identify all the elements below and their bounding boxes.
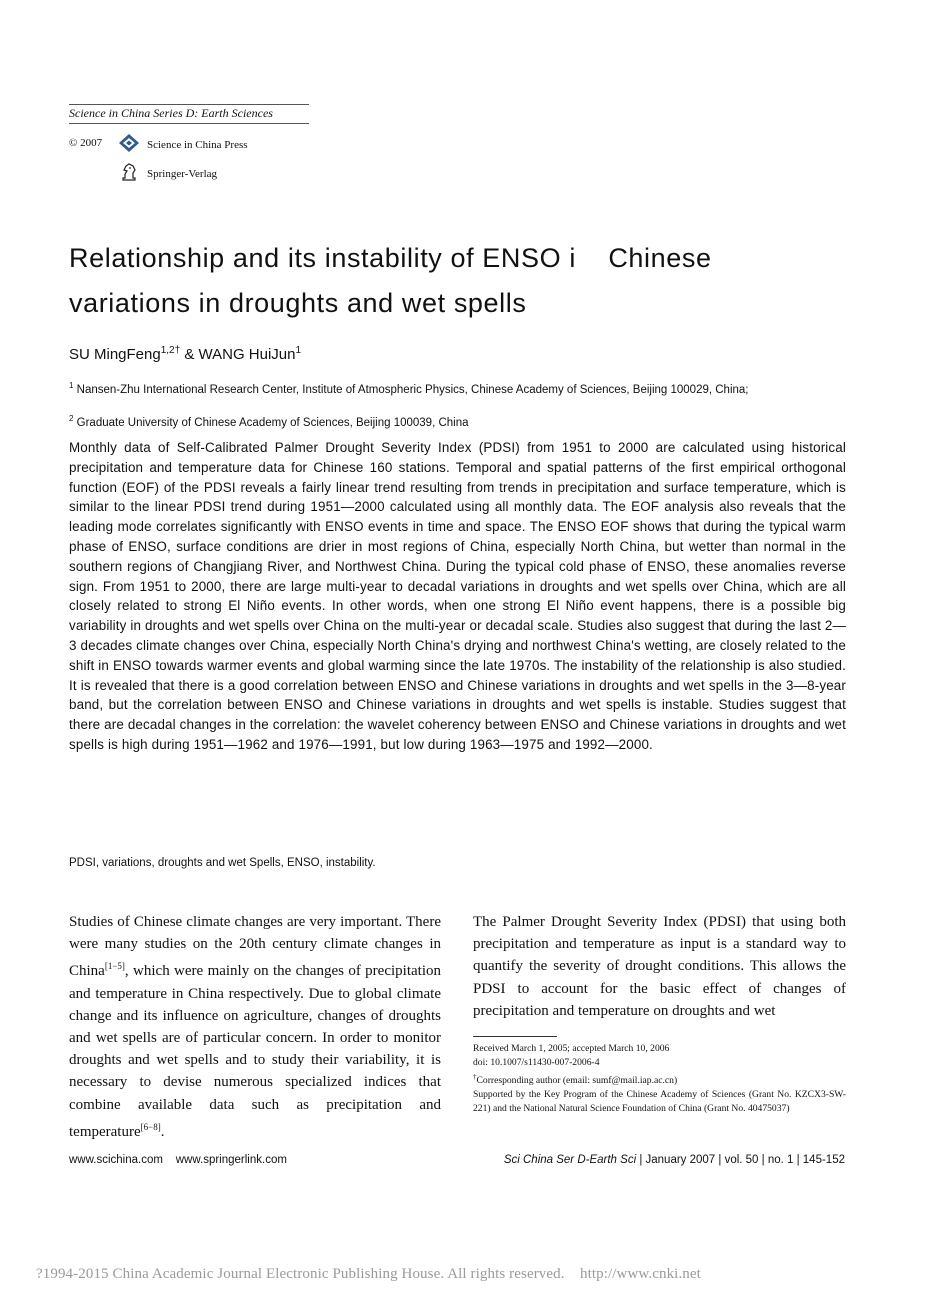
footer-urls xyxy=(69,1154,287,1166)
footer-url-scichina: www.scichina.com xyxy=(69,1154,163,1166)
footer-issue: | January 2007 | vol. 50 | no. 1 | 145-152 xyxy=(636,1154,845,1166)
footer-citation xyxy=(504,1154,845,1166)
affiliation-2-number: 2 xyxy=(69,414,74,423)
cnki-watermark: ?1994-2015 China Academic Journal Electronic Publishing House. All rights reserved. http://www.cnki.net xyxy=(36,1266,701,1282)
corresponding-author xyxy=(473,1070,846,1088)
author-separator: & xyxy=(180,346,199,363)
keywords: PDSI, variations, droughts and wet Spells, ENSO, instability. xyxy=(69,857,376,869)
funding-note: Supported by the Key Program of the Chinese Academy of Sciences (Grant No. KZCX3-SW-221) and the National Natural Science Foundation of China (Grant No. 40475037) xyxy=(473,1089,846,1115)
body-text: Studies of Chinese climate changes are very important. There were many studies on the 20th century climate changes in China xyxy=(69,914,441,980)
author-2-affiliation: 1 xyxy=(295,345,302,356)
corresponding-text: Corresponding author (email: sumf@mail.iap.ac.cn) xyxy=(476,1075,678,1087)
copyright: © 2007 xyxy=(69,137,103,149)
publisher2-label: Springer-Verlag xyxy=(147,167,218,180)
title-line-2: variations in droughts and wet spells xyxy=(69,288,527,318)
body-column-1 xyxy=(69,911,441,1143)
author-1: SU MingFeng xyxy=(69,346,161,363)
footnote-divider xyxy=(473,1036,557,1037)
affiliation-1 xyxy=(69,378,794,398)
diamond-logo-icon xyxy=(118,133,140,156)
title-line-1: Relationship and its instability of ENSO i Chinese xyxy=(69,243,712,273)
publisher1-label: Science in China Press xyxy=(147,138,248,151)
body-text: , which were mainly on the changes of precipitation and temperature in China respectively. Due to global climate change and its influence on agriculture, changes of droughts and wet spells are of particular concern. In order to monitor droughts and wet spells and to study their variability, it is necessary to devise numerous specialized indices that combine available data such as precipitation and temperature xyxy=(69,963,441,1140)
footnotes xyxy=(473,1042,846,1116)
affiliation-2 xyxy=(69,411,794,431)
affiliation-2-text: Graduate University of Chinese Academy of Sciences, Beijing 100039, China xyxy=(76,416,469,429)
author-2: WANG HuiJun xyxy=(198,346,296,363)
affiliation-1-number: 1 xyxy=(69,381,74,390)
dagger-mark: † xyxy=(473,1073,477,1081)
received-date: Received March 1, 2005; accepted March 10, 2006 xyxy=(473,1043,670,1054)
article-title xyxy=(69,236,859,326)
abstract: Monthly data of Self-Calibrated Palmer Drought Severity Index (PDSI) from 1951 to 2000 are calculated using historical precipitation and temperature data for Chinese 160 stations. Temporal and spatial patterns of the first empirical orthogonal function (EOF) of the PDSI reveals a fairly linear trend resulting from trends in precipitation and surface temperature, which is similar to the linear PDSI trend during 1951—2000 calculated using all monthly data. The EOF analysis also reveals that the leading mode correlates significantly with ENSO events in time and space. The ENSO EOF shows that during the typical warm phase of ENSO, surface conditions are drier in most regions of China, especially North China, but wetter than normal in the southern regions of Changjiang River, and Northwest China. During the typical cold phase of ENSO, these anomalies reverse sign. From 1951 to 2000, there are large multi-year to decadal variations in droughts and wet spells over China, which are all closely related to strong El Niño events. In other words, when one strong El Niño event happens, there is a possible big variability in droughts and wet spells over China on the multi-year or decadal scale. Studies also suggest that during the last 2—3 decades climate changes over China, especially North China's drying and northwest China's wetting, are closely related to the shift in ENSO towards warmer events and global warming since the late 1970s. The instability of the relationship is also studied. It is revealed that there is a good correlation between ENSO and Chinese variations in droughts and wet spells in the 3—8-year band, but the correlation between ENSO and Chinese variations in droughts and wet spells is instable. Studies suggest that there are decadal changes in the correlation: the wavelet coherency between ENSO and Chinese variations in droughts and wet spells is high during 1951—1962 and 1976—1991, but low during 1963—1975 and 1992—2000. xyxy=(69,440,846,752)
body-column-2: The Palmer Drought Severity Index (PDSI) that using both precipitation and temperature as input is a standard way to quantify the severity of drought conditions. This allows the PDSI to account for the basic effect of changes of precipitation and temperature on droughts and wet xyxy=(473,914,846,1019)
publisher-science-in-china xyxy=(118,133,248,156)
footer-url-springerlink: www.springerlink.com xyxy=(175,1154,287,1166)
journal-series: Science in China Series D: Earth Sciences xyxy=(69,104,309,124)
affiliation-1-text: Nansen-Zhu International Research Center, Institute of Atmospheric Physics, Chinese Academy of Sciences, Beijing 100029, China; xyxy=(76,383,749,396)
body-text: . xyxy=(160,1123,165,1140)
author-1-affiliation: 1,2† xyxy=(160,345,181,356)
author-list xyxy=(69,345,301,363)
citation-ref: [1−5] xyxy=(104,961,125,972)
knight-logo-icon xyxy=(118,161,140,186)
doi: doi: 10.1007/s11430-007-2006-4 xyxy=(473,1057,600,1068)
publisher-springer xyxy=(118,161,217,186)
footer-journal: Sci China Ser D-Earth Sci xyxy=(503,1154,637,1166)
citation-ref: [6−8] xyxy=(140,1121,161,1132)
